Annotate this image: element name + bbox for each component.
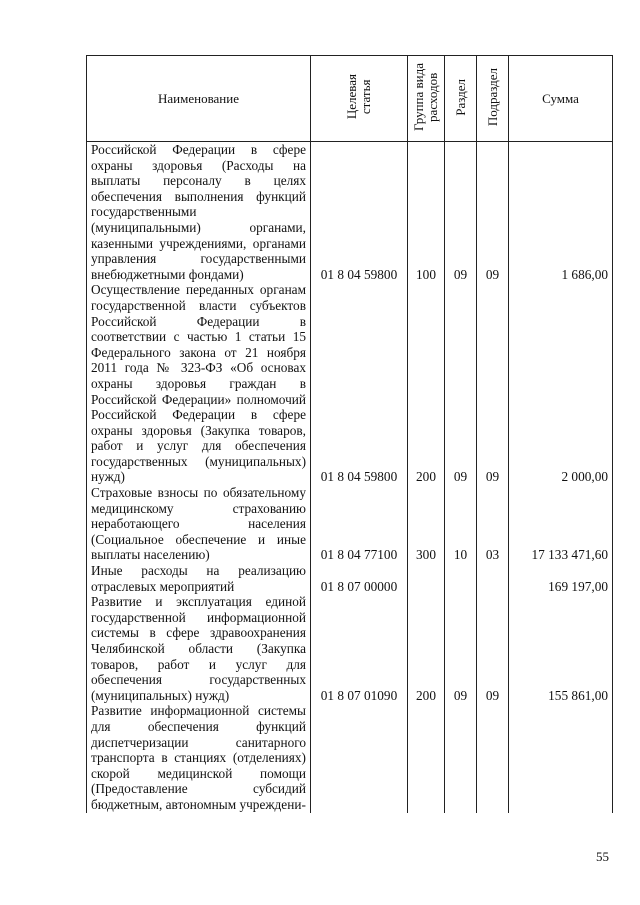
table-row xyxy=(87,282,613,485)
row-section: 09 xyxy=(445,142,477,283)
header-expense-group: Группа вида расходов xyxy=(408,56,445,142)
header-sum: Сумма xyxy=(509,56,613,142)
row-target-article: 01 8 04 77100 xyxy=(311,485,408,563)
row-section xyxy=(445,563,477,594)
row-target-article: 01 8 07 01090 xyxy=(311,594,408,703)
row-target-article xyxy=(311,703,408,812)
row-section: 09 xyxy=(445,282,477,485)
row-target-article: 01 8 04 59800 xyxy=(311,142,408,283)
budget-table xyxy=(86,55,613,813)
row-sum: 155 861,00 xyxy=(509,594,613,703)
header-subsection: Подраздел xyxy=(477,56,509,142)
row-subsection: 09 xyxy=(477,594,509,703)
row-expense-group: 100 xyxy=(408,142,445,283)
row-sum: 2 000,00 xyxy=(509,282,613,485)
row-section: 09 xyxy=(445,594,477,703)
row-subsection: 09 xyxy=(477,282,509,485)
header-section: Раздел xyxy=(445,56,477,142)
header-target-article: Целевая статья xyxy=(311,56,408,142)
row-section xyxy=(445,703,477,812)
row-target-article: 01 8 04 59800 xyxy=(311,282,408,485)
row-subsection: 03 xyxy=(477,485,509,563)
table-row xyxy=(87,563,613,594)
row-name: Развитие информационной системы для обеспечения функций диспетчеризации санитарного транспорта в станциях (отделениях) скорой медицинской помощи (Предоставление субсидий бюджетным, автономным учреждени- xyxy=(87,703,311,812)
page-number: 55 xyxy=(596,849,609,864)
table-row xyxy=(87,594,613,703)
table-header xyxy=(87,56,613,142)
row-subsection xyxy=(477,563,509,594)
row-expense-group: 200 xyxy=(408,282,445,485)
row-expense-group: 200 xyxy=(408,594,445,703)
row-subsection xyxy=(477,703,509,812)
row-expense-group xyxy=(408,563,445,594)
row-name: Осуществление переданных органам государственной власти субъектов Российской Федерации в соответствии с частью 1 статьи 15 Федерального закона от 21 ноября 2011 года № 323-ФЗ «Об основах охраны здоровья граждан в Российской Федерации» полномочий Российской Федерации в сфере охраны здоровья (Закупка товаров, работ и услуг для обеспечения государственных (муниципальных) нужд) xyxy=(87,282,311,485)
row-name: Иные расходы на реализацию отраслевых мероприятий xyxy=(87,563,311,594)
row-name: Страховые взносы по обязательному медицинскому страхованию неработающего населения (Социальное обеспечение и иные выплаты населению) xyxy=(87,485,311,563)
row-sum: 17 133 471,60 xyxy=(509,485,613,563)
table-row xyxy=(87,142,613,283)
row-section: 10 xyxy=(445,485,477,563)
header-name: Наименование xyxy=(87,56,311,142)
row-sum: 169 197,00 xyxy=(509,563,613,594)
table-row xyxy=(87,485,613,563)
row-subsection: 09 xyxy=(477,142,509,283)
row-expense-group xyxy=(408,703,445,812)
row-expense-group: 300 xyxy=(408,485,445,563)
row-name: Развитие и эксплуатация единой государственной информационной системы в сфере здравоохранения Челябинской области (Закупка товаров, работ и услуг для обеспечения государственных (муниципальных) нужд) xyxy=(87,594,311,703)
row-target-article: 01 8 07 00000 xyxy=(311,563,408,594)
row-sum: 1 686,00 xyxy=(509,142,613,283)
table-row xyxy=(87,703,613,812)
row-name: Российской Федерации в сфере охраны здоровья (Расходы на выплаты персоналу в целях обеспечения выполнения функций государственными (муниципальными) органами, казенными учреждениями, органами управления государственными внебюджетными фондами) xyxy=(87,142,311,283)
row-sum xyxy=(509,703,613,812)
